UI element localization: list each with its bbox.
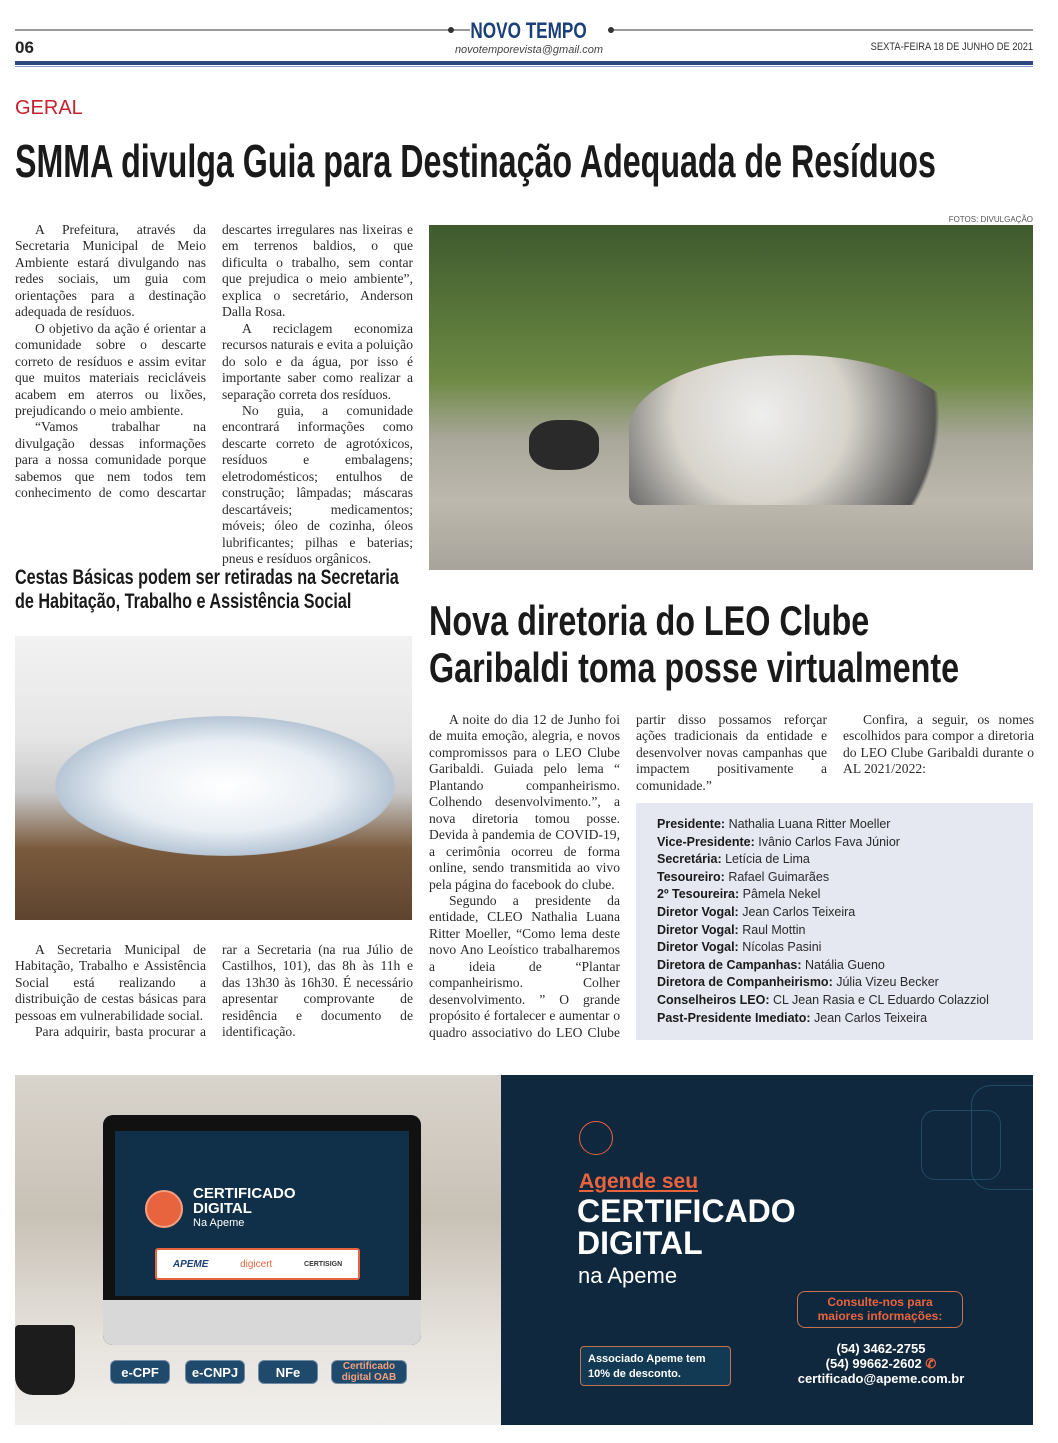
pill-nfe: NFe [258, 1360, 318, 1384]
ad-contacts [771, 1341, 991, 1386]
board-name: Natália Gueno [804, 957, 885, 972]
leo-headline-line1: Nova diretoria do LEO Clube [429, 597, 870, 644]
main-article-col1 [15, 222, 206, 501]
ad-photo [15, 1075, 501, 1425]
board-role: Diretor Vogal: [657, 922, 739, 937]
monitor [103, 1115, 421, 1345]
paragraph: rar a Secretaria (na rua Júlio de Castilhos, 101), das 8h às 11h e das 13h30 às 16h30. É necessário apresentar comprovante de residência e documento de identificação. [222, 942, 413, 1040]
monitor-screen [115, 1131, 409, 1296]
apeme-ad[interactable] [15, 1075, 1033, 1425]
apeme-logo: APEME [172, 1258, 209, 1270]
main-article-col2 [222, 222, 413, 568]
header-divider-thin [15, 66, 1033, 67]
header-divider [15, 61, 1033, 65]
masthead: NOVO TEMPO [470, 18, 588, 43]
board-member [657, 1010, 1033, 1028]
page-number: 06 [15, 38, 34, 57]
board-role: 2º Tesoureira: [657, 887, 740, 902]
board-name: CL Jean Rasia e CL Eduardo Colazziol [773, 992, 989, 1007]
paragraph: No guia, a comunidade encontrará informações como descarte correto de agrotóxicos, resíduos e embalagens; eletrodomésticos; entulhos de construção; lâmpadas; máscaras descartáveis; medicamentos; móveis; óleo de cozinha, óleos lubrificantes; pilhas e baterias; pneus e resíduos orgânicos. [222, 402, 413, 567]
certisign-logo: CERTISIGN [304, 1260, 343, 1268]
leo-headline [429, 597, 1045, 691]
board-member [657, 992, 1033, 1010]
trash-bag [529, 420, 599, 470]
board-role: Secretária: [657, 852, 722, 867]
pill-e-cnpj: e-CNPJ [185, 1360, 245, 1384]
board-member [657, 922, 1033, 940]
whatsapp-icon: ✆ [925, 1356, 937, 1371]
discount-box: Associado Apeme tem 10% de desconto. [580, 1346, 731, 1386]
board-name: Nathalia Luana Ritter Moeller [728, 817, 891, 831]
food-baskets-photo [15, 636, 412, 920]
board-name: Raul Mottin [742, 922, 806, 937]
phone[interactable]: (54) 3462-2755 [836, 1341, 926, 1356]
leo-col1 [429, 712, 620, 1042]
paragraph: descartes irregulares nas lixeiras e em terrenos baldios, o que dificulta o trabalho, sem contar que prejudica o meio ambiente”, explica o secretário, Anderson Dalla Rosa. [222, 222, 413, 320]
cestas-col1 [15, 942, 206, 1040]
section-label: GERAL [15, 97, 83, 119]
paragraph: Para adquirir, basta procurar a [35, 1024, 206, 1040]
paragraph: A noite do dia 12 de Junho foi de muita emoção, alegria, e novos compromissos para o LEO Clube Garibaldi. Guiada pelo lema “ Plantando companheirismo. Colhendo desenvolvimento.”, a nova diretoria tomou posse. Devida à pandemia de COVID-19, a cerimônia ocorreu de forma online, sendo transmitida ao vivo pela página do facebook do clube. [429, 712, 620, 892]
board-name: Jean Carlos Teixeira [814, 1010, 928, 1025]
board-name: Pâmela Nekel [742, 887, 821, 902]
paragraph: A Prefeitura, através da Secretaria Municipal de Meio Ambiente estará divulgando nas redes sociais, um guia com orientações para a destinação adequada de resíduos. [15, 222, 206, 320]
ad-kicker: Agende seu [579, 1170, 699, 1193]
board-role: Diretora de Campanhas: [657, 957, 802, 972]
cestas-headline: Cestas Básicas podem ser retiradas na Secretaria de Habitação, Trabalho e Assistência Social [15, 566, 399, 613]
leo-col3 [843, 712, 1034, 778]
board-role: Vice-Presidente: [657, 834, 755, 849]
consult-box: Consulte-nos para maiores informações: [797, 1291, 963, 1328]
board-name: Letícia de Lima [725, 852, 810, 867]
paragraph: “Vamos trabalhar na divulgação dessas informações para a nossa comunidade porque sabemos que nem todos tem conhecimento de como descartar [15, 419, 206, 501]
ad-title: CERTIFICADO DIGITAL [577, 1193, 796, 1261]
contact-email[interactable]: certificado@apeme.com.br [797, 1371, 965, 1386]
paragraph: Confira, a seguir, os nomes escolhidos para compor a diretoria do LEO Clube Garibaldi durante o AL 2021/2022: [843, 712, 1034, 777]
board-name: Jean Carlos Teixeira [742, 904, 856, 919]
trash-dump-photo [429, 225, 1033, 570]
photo-credit: FOTOS: DIVULGAÇÃO [948, 215, 1033, 224]
board-member [657, 904, 1033, 922]
board-member [657, 834, 1033, 852]
basket-bags [55, 716, 395, 856]
board-role: Past-Presidente Imediato: [657, 1010, 811, 1025]
board-role: Tesoureiro: [657, 869, 725, 884]
whatsapp-phone[interactable]: (54) 99662-2602 ✆ [825, 1356, 937, 1371]
coffee-mug [15, 1325, 75, 1395]
board-member [657, 816, 1033, 834]
board-name: Ivânio Carlos Fava Júnior [758, 834, 900, 849]
header-email: novotemporevista@gmail.com [454, 44, 604, 56]
board-role: Conselheiros LEO: [657, 992, 770, 1007]
cestas-col2 [222, 942, 413, 1041]
main-headline: SMMA divulga Guia para Destinação Adequada de Resíduos [15, 135, 936, 187]
partner-logos [155, 1248, 360, 1280]
board-role: Diretor Vogal: [657, 940, 739, 955]
ad-panel [501, 1075, 1033, 1425]
board-name: Júlia Vizeu Becker [836, 975, 939, 990]
board-name: Nícolas Pasini [742, 940, 822, 955]
leo-col2 [636, 712, 827, 794]
trash-pile [629, 355, 959, 505]
screen-title: CERTIFICADO DIGITAL Na Apeme [193, 1185, 296, 1229]
pill-oab: Certificado digital OAB [331, 1360, 407, 1384]
board-role: Diretora de Companheirismo: [657, 975, 833, 990]
board-list [636, 803, 1033, 1040]
board-role: Diretor Vogal: [657, 904, 739, 919]
award-icon [579, 1121, 613, 1155]
board-member [657, 851, 1033, 869]
paragraph: partir disso possamos reforçar ações tradicionais da entidade e desenvolver novas campanhas que impactem positivamente a comunidade.” [636, 712, 827, 793]
paragraph: O objetivo da ação é orientar a comunidade sobre o descarte correto de resíduos e assim evitar que muitos materiais recicláveis acabem em aterros ou lixões, prejudicando o meio ambiente. [15, 320, 206, 418]
board-member [657, 957, 1033, 975]
award-icon [145, 1190, 183, 1228]
header-date: SEXTA-FEIRA 18 DE JUNHO DE 2021 [870, 41, 1033, 53]
digicert-logo: digicert [240, 1258, 273, 1270]
board-role: Presidente: [657, 817, 726, 831]
board-member [657, 974, 1033, 992]
pill-e-cpf: e-CPF [110, 1360, 170, 1384]
leo-headline-line2: Garibaldi toma posse virtualmente [429, 644, 960, 691]
decor-shape [971, 1085, 1033, 1190]
board-member [657, 886, 1033, 904]
board-member [657, 939, 1033, 957]
board-name: Rafael Guimarães [728, 869, 830, 884]
paragraph: Segundo a presidente da entidade, CLEO Nathalia Luana Ritter Moeller, “Como lema deste novo Ano Leoístico trabalharemos a ideia de “Plantar companheirismo. Colher desenvolvimento. ” O grande propósito é fortalecer e aumentar o quadro associativo do LEO Clube [429, 892, 620, 1040]
ad-subtitle: na Apeme [578, 1263, 678, 1288]
board-member [657, 869, 1033, 887]
monitor-chin [103, 1300, 421, 1345]
paragraph: A reciclagem economiza recursos naturais e evita a poluição do solo e da água, por isso é importante saber como realizar a separação correta dos resíduos. [222, 320, 413, 402]
paragraph: A Secretaria Municipal de Habitação, Trabalho e Assistência Social está realizando a distribuição de cestas básicas para pessoas em vulnerabilidade social. [15, 942, 206, 1023]
